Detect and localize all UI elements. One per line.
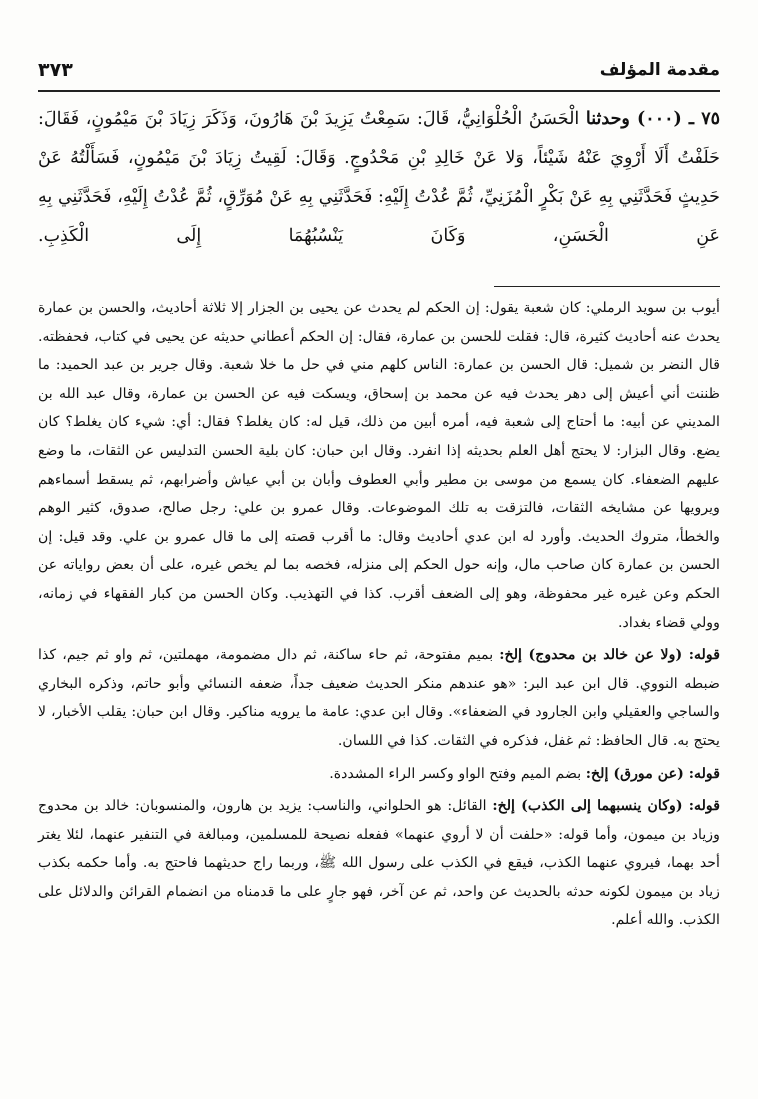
running-header: [38, 52, 720, 88]
commentary-text: بميم مفتوحة، ثم حاء ساكنة، ثم دال مضمومة، مهملتين، ثم واو ثم جيم، كذا ضبطه النووي. قال ابن عبد البر: «هو عندهم منكر الحديث ضعيف جداً، ضعفه النسائي وأبو حاتم، وذكره البخاري والساجي والعقيلي وابن الجارود في الضعفاء». وقال ابن عدي: عامة ما يرويه مناكير. وقال ابن حبان: يقلب الأخبار، لا يحتج به. قال الحافظ: ثم غفل، فذكره في الثقات. كذا في اللسان.: [38, 647, 720, 749]
commentary-paragraph-1: أيوب بن سويد الرملي: كان شعبة يقول: إن الحكم لم يحدث عن يحيى بن الجزار إلا ثلاثة أحاديث، والحسن بن عمارة يحدث عنه أحاديث كثيرة، قال: فقلت للحسن بن عمارة، فقال: إن الحكم أعطاني حديثه عن يحيى في كتاب، فحفظته. قال النضر بن شميل: قال الحسن بن عمارة: الناس كلهم مني في حل ما خلا شعبة. وقال جرير بن عبد الحميد: ما ظننت أني أعيش إلى دهر يحدث فيه عن محمد بن إسحاق، ويسكت فيه عن الحسن بن عمارة، وقال عبد الله بن المديني عن أبيه: ما أحتاج إلى شعبة فيه، أمره أبين من ذلك، قيل له: كان يغلط؟ فقال: أي: شيء كان يغلط؟ كان يضع. وقال البزار: لا يحتج أهل العلم بحديثه إذا انفرد. وقال ابن حبان: كان بلية الحسن التدليس عن الثقات، ما وضع عليهم الضعفاء. كان يسمع من موسى بن مطير وأبي العطوف وأبان بن أبي عياش وأضرابهم، ثم يسقط أسماءهم ويرويها عن مشايخه الثقات، فالتزقت به تلك الموضوعات. وقال عمرو بن علي: رجل صالح، صدوق، كثير الوهم والخطأ، متروك الحديث. وأورد له ابن عدي أحاديث وقال: ما أقرب قصته إلى ما قال عمرو بن علي. وقد قيل: إن الحسن بن عمارة كان صاحب مال، وإنه حول الحكم إلى منزله، فخصه بما لم يخص غيره، على أن بعض رواياته عن الحكم وعن غيره غير محفوظة، وهو إلى الضعف أقرب. كذا في التهذيب. وكان الحسن من كبار الفقهاء في زمانه، وولي قضاء بغداد.: [38, 300, 720, 631]
commentary-text: بضم الميم وفتح الواو وكسر الراء المشددة.: [329, 765, 582, 782]
commentary-label: قوله: (ولا عن خالد بن محدوج) إلخ:: [499, 647, 720, 664]
hadith-number: ٧٥ ـ (٠٠٠) وحدثنا: [585, 109, 721, 129]
commentary-text: القائل: هو الحلواني، والناسب: يزيد بن هارون، والمنسوبان: خالد بن محدوج وزياد بن ميمون، وأما قوله: «حلفت أن لا أروي عنهما» ففعله نصيحة للمسلمين، ومبالغة في التنفير عنهما، لئلا يغتر أحد بهما، فيروي عنهما الكذب، فيقع في الكذب على رسول الله ﷺ، وربما راج حديثهما فاحتج به. وأما حكمه بكذب زياد بن ميمون لكونه حدثه بالحديث عن واحد، ثم عن آخر، فهو جارٍ على ما قدمناه من انضمام القرائن والدلائل على الكذب. والله أعلم.: [38, 798, 720, 929]
header-rule: [38, 90, 720, 92]
commentary-paragraph-3: [38, 760, 720, 789]
hadith-text: [38, 100, 720, 256]
footnote-separator: [494, 286, 720, 287]
page-number: ٣٧٣: [38, 59, 73, 81]
commentary-label: قوله: (وكان ينسبهما إلى الكذب) إلخ:: [492, 798, 720, 815]
hadith-body: الْحَسَنُ الْحُلْوَانِيُّ، قَالَ: سَمِعْتُ يَزِيدَ بْنَ هَارُونَ، وَذَكَرَ زِيَادَ بْنَ مَيْمُونٍ، فَقَالَ: حَلَفْتُ أَلَا أَرْوِيَ عَنْهُ شَيْئاً، وَلا عَنْ خَالِدِ بْنِ مَحْدُوجٍ. وَقَالَ: لَقِيتُ زِيَادَ بْنَ مَيْمُونٍ، فَسَأَلْتُهُ عَنْ حَدِيثٍ فَحَدَّثَنِي بِهِ عَنْ بَكْرٍ الْمُزَنِيِّ، ثُمَّ عُدْتُ إِلَيْهِ: فَحَدَّثَنِي بِهِ عَنْ مُوَرِّقٍ، ثُمَّ عُدْتُ إِلَيْهِ، فَحَدَّثَنِي بِهِ عَنِ الْحَسَنِ، وَكَانَ يَنْسُبُهُمَا إِلَى الْكَذِبِ.: [38, 109, 720, 246]
commentary: [38, 294, 720, 939]
hadith-paragraph: [38, 100, 720, 256]
commentary-paragraph-2: [38, 641, 720, 755]
commentary-label: قوله: (عن مورق) إلخ:: [585, 765, 720, 782]
chapter-title: مقدمة المؤلف: [599, 60, 720, 80]
commentary-paragraph-4: [38, 792, 720, 935]
